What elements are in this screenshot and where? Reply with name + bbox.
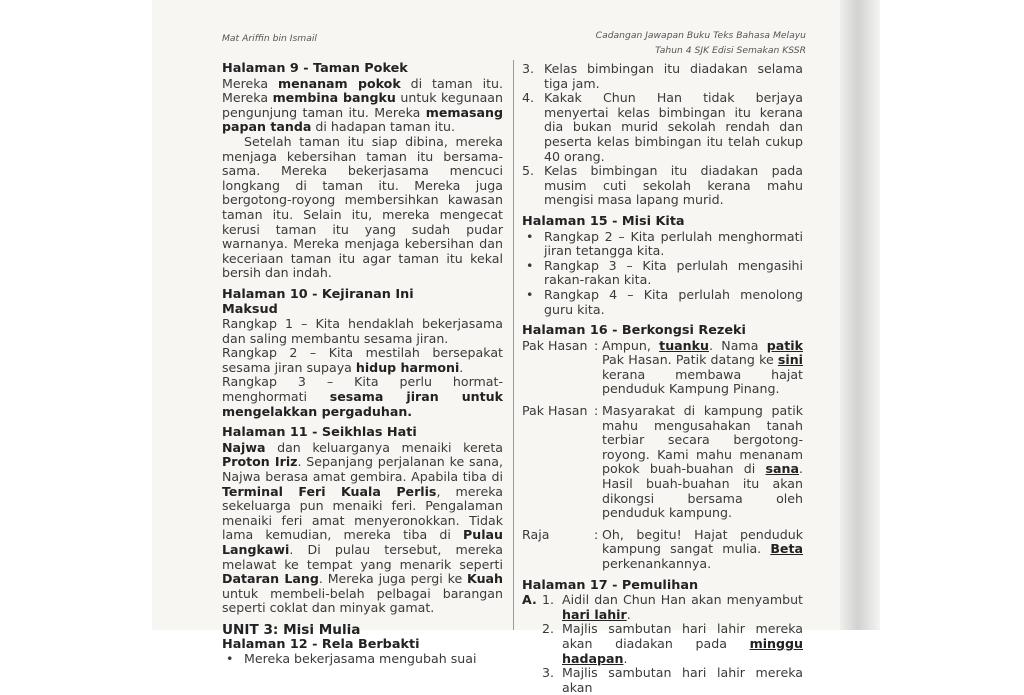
left-column (222, 62, 503, 667)
list-item: • Rangkap 2 – Kita perlulah menghormati jiran tetangga kita. (522, 230, 803, 259)
rangkap-2-text: Rangkap 2 – Kita mestilah bersepakat sesama jiran supaya hidup harmoni. (222, 345, 503, 375)
speaker-name: Pak Hasan (522, 403, 588, 419)
section-heading-halaman-10: Halaman 10 - Kejiranan Ini (222, 286, 414, 302)
section-heading-halaman-17: Halaman 17 - Pemulihan (522, 577, 699, 593)
section-heading-halaman-9: Halaman 9 - Taman Pokek (222, 61, 408, 76)
dialogue-line: Pak Hasan : Ampun, tuanku. Nama patik Pak Hasan. Patik datang ke sini kerana membawa hajat penduduk Kampung Pinang. (522, 337, 803, 397)
book-title: Cadangan Jawapan Buku Teks Bahasa Melayu (595, 30, 806, 41)
section-heading-halaman-15: Halaman 15 - Misi Kita (522, 213, 685, 229)
page-spine-shadow (840, 0, 880, 630)
section-letter: A. (522, 592, 537, 608)
bullet: • (526, 257, 534, 273)
running-header-title (596, 28, 806, 58)
running-header-author: Mat Ariffin bin Ismail (222, 33, 317, 44)
rangkap-3-text: Rangkap 3 – Kita perlu hormat-menghormati sesama jiran untuk mengelakkan pergaduhan. (222, 374, 503, 419)
list-item: 2. Majlis sambutan hari lahir mereka akan diadakan pada minggu hadapan. (542, 621, 803, 666)
section-heading-halaman-12: Halaman 12 - Rela Berbakti (222, 636, 420, 652)
rangkap-1-text: Rangkap 1 – Kita hendaklah bekerjasama dan saling membantu sesama jiran. (222, 316, 503, 346)
dialogue-line: Raja : Oh, begitu! Hajat penduduk kampung sangat mulia. Beta perkenankannya. (522, 526, 803, 571)
list-item: 3. Kelas bimbingan itu diadakan selama tiga jam. (522, 61, 803, 91)
speaker-name: Pak Hasan (522, 337, 588, 353)
list-item: 5. Kelas bimbingan itu diadakan pada musim cuti sekolah kerana mahu mengisi masa lapang murid. (522, 163, 803, 208)
paragraph-taman-pokek-2: Setelah taman itu siap dibina, mereka menjaga kebersihan taman itu bersama-sama. Mereka bekerjasama mencuci longkang di taman itu. Mereka juga bergotong-royong membersihkan kawasan taman itu. Selain itu, mereka mengecat kerusi taman itu yang sudah pudar warnanya. Mereka menjaga kebersihan dan keceriaan taman itu agar taman itu kekal bersih dan indah. (222, 133, 503, 281)
list-item: A. 1. Aidil dan Chun Han akan menyambut hari lahir. (522, 592, 803, 622)
bullet: • (526, 228, 534, 244)
section-heading-halaman-11: Halaman 11 - Seikhlas Hati (222, 425, 417, 441)
list-item: • Rangkap 4 – Kita perlulah menolong guru kita. (522, 288, 803, 317)
bullet: • (526, 286, 534, 302)
book-page (152, 0, 840, 695)
list-item: 3. Majlis sambutan hari lahir mereka akan (542, 665, 803, 695)
list-item: 4. Kakak Chun Han tidak berjaya menyertai kelas bimbingan itu kerana dia bukan murid sekolah rendah dan peserta kelas bimbingan itu telah cukup 40 orang. (522, 90, 803, 164)
bullet: • (226, 651, 234, 667)
unit-heading: UNIT 3: Misi Mulia (222, 621, 361, 638)
section-heading-halaman-16: Halaman 16 - Berkongsi Rezeki (522, 323, 746, 339)
paragraph-taman-pokek-1: Mereka menanam pokok di taman itu. Mereka membina bangku untuk kegunaan pengunjung taman itu. Mereka memasang papan tanda di hadapan taman itu. (222, 75, 503, 135)
right-column (522, 62, 803, 695)
speaker-name: Raja (522, 526, 550, 542)
paragraph-seikhlas-hati: Najwa dan keluarganya menaiki kereta Proton Iriz. Sepanjang perjalanan ke sana, Najwa berasa amat gembira. Apabila tiba di Terminal Feri Kuala Perlis, mereka sekeluarga pun menaiki feri. Pengalaman menaiki feri amat menyeronokkan. Tidak lama kemudian, mereka tiba di Pulau Langkawi. Di pulau tersebut, mereka melawat ke tempat yang menarik seperti Dataran Lang. Mereka juga pergi ke Kuah untuk membeli-belah pelbagai barangan seperti coklat dan minyak gamat. (222, 439, 503, 616)
list-item: • Rangkap 3 – Kita perlulah mengasihi rakan-rakan kita. (522, 259, 803, 288)
subheading-maksud: Maksud (222, 301, 278, 317)
list-item: • Mereka bekerjasama mengubah suai (222, 652, 503, 667)
column-divider (513, 60, 514, 630)
book-edition: Tahun 4 SJK Edisi Semakan KSSR (655, 45, 806, 56)
dialogue-line: Pak Hasan : Masyarakat di kampung patik mahu mengusahakan tanah terbiar secara bergotong-royong. Kami mahu menanam pokok buah-buahan di sana. Hasil buah-buahan itu akan dikongsi bersama oleh penduduk kampung. (522, 403, 803, 521)
